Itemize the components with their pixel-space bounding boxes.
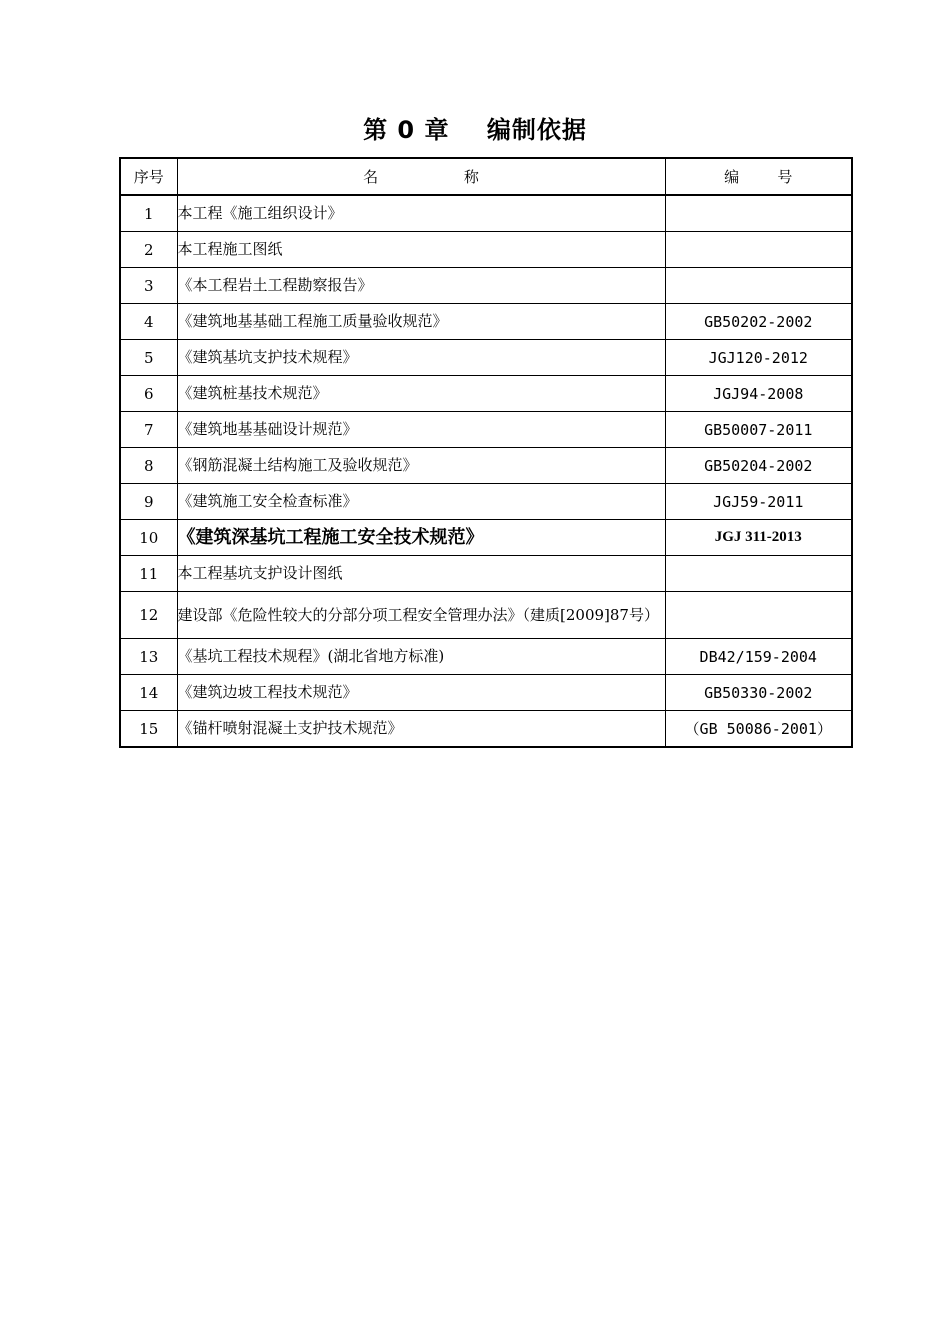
row-name: 《建筑深基坑工程施工安全技术规范》	[177, 520, 665, 556]
row-no: 14	[120, 675, 177, 711]
row-name: 《建筑施工安全检查标准》	[177, 484, 665, 520]
table-row	[120, 592, 852, 639]
row-code: JGJ 311-2013	[665, 520, 852, 556]
page-title: 第 0 章 编制依据	[363, 116, 587, 144]
row-no: 10	[120, 520, 177, 556]
row-code: JGJ94-2008	[665, 376, 852, 412]
row-code: GB50007-2011	[665, 412, 852, 448]
table-row	[120, 675, 852, 711]
table-row	[120, 448, 852, 484]
table-row	[120, 376, 852, 412]
row-name: 《基坑工程技术规程》(湖北省地方标准)	[177, 639, 665, 675]
header-name: 名 称	[177, 158, 665, 195]
table-row	[120, 340, 852, 376]
row-no: 1	[120, 195, 177, 232]
row-code	[665, 556, 852, 592]
row-code: GB50202-2002	[665, 304, 852, 340]
table-header-row	[120, 158, 852, 195]
row-code: （GB 50086-2001）	[665, 711, 852, 748]
row-name: 《建筑基坑支护技术规程》	[177, 340, 665, 376]
basis-table	[119, 157, 853, 748]
row-code	[665, 592, 852, 639]
table-row	[120, 484, 852, 520]
table-row	[120, 268, 852, 304]
row-no: 15	[120, 711, 177, 748]
row-code: DB42/159-2004	[665, 639, 852, 675]
table-row	[120, 711, 852, 748]
row-name: 《本工程岩土工程勘察报告》	[177, 268, 665, 304]
row-code: JGJ59-2011	[665, 484, 852, 520]
row-no: 4	[120, 304, 177, 340]
row-name: 本工程基坑支护设计图纸	[177, 556, 665, 592]
row-no: 8	[120, 448, 177, 484]
table-row	[120, 520, 852, 556]
row-no: 12	[120, 592, 177, 639]
header-code: 编 号	[665, 158, 852, 195]
row-no: 9	[120, 484, 177, 520]
row-no: 3	[120, 268, 177, 304]
header-no: 序号	[120, 158, 177, 195]
table-row	[120, 412, 852, 448]
row-name: 本工程《施工组织设计》	[177, 195, 665, 232]
row-name: 《建筑地基基础工程施工质量验收规范》	[177, 304, 665, 340]
row-name: 《建筑地基基础设计规范》	[177, 412, 665, 448]
row-no: 11	[120, 556, 177, 592]
row-name: 建设部《危险性较大的分部分项工程安全管理办法》（建质[2009]87号）	[177, 592, 665, 639]
row-name: 《钢筋混凝土结构施工及验收规范》	[177, 448, 665, 484]
table-row	[120, 304, 852, 340]
table-row	[120, 639, 852, 675]
table-row	[120, 556, 852, 592]
row-no: 5	[120, 340, 177, 376]
row-code: GB50204-2002	[665, 448, 852, 484]
row-no: 7	[120, 412, 177, 448]
row-no: 13	[120, 639, 177, 675]
row-code	[665, 232, 852, 268]
row-code	[665, 195, 852, 232]
row-name: 《锚杆喷射混凝土支护技术规范》	[177, 711, 665, 748]
row-code	[665, 268, 852, 304]
row-name: 《建筑边坡工程技术规范》	[177, 675, 665, 711]
row-code: JGJ120-2012	[665, 340, 852, 376]
row-no: 6	[120, 376, 177, 412]
row-name: 本工程施工图纸	[177, 232, 665, 268]
row-no: 2	[120, 232, 177, 268]
table-row	[120, 195, 852, 232]
row-code: GB50330-2002	[665, 675, 852, 711]
table-row	[120, 232, 852, 268]
row-name: 《建筑桩基技术规范》	[177, 376, 665, 412]
